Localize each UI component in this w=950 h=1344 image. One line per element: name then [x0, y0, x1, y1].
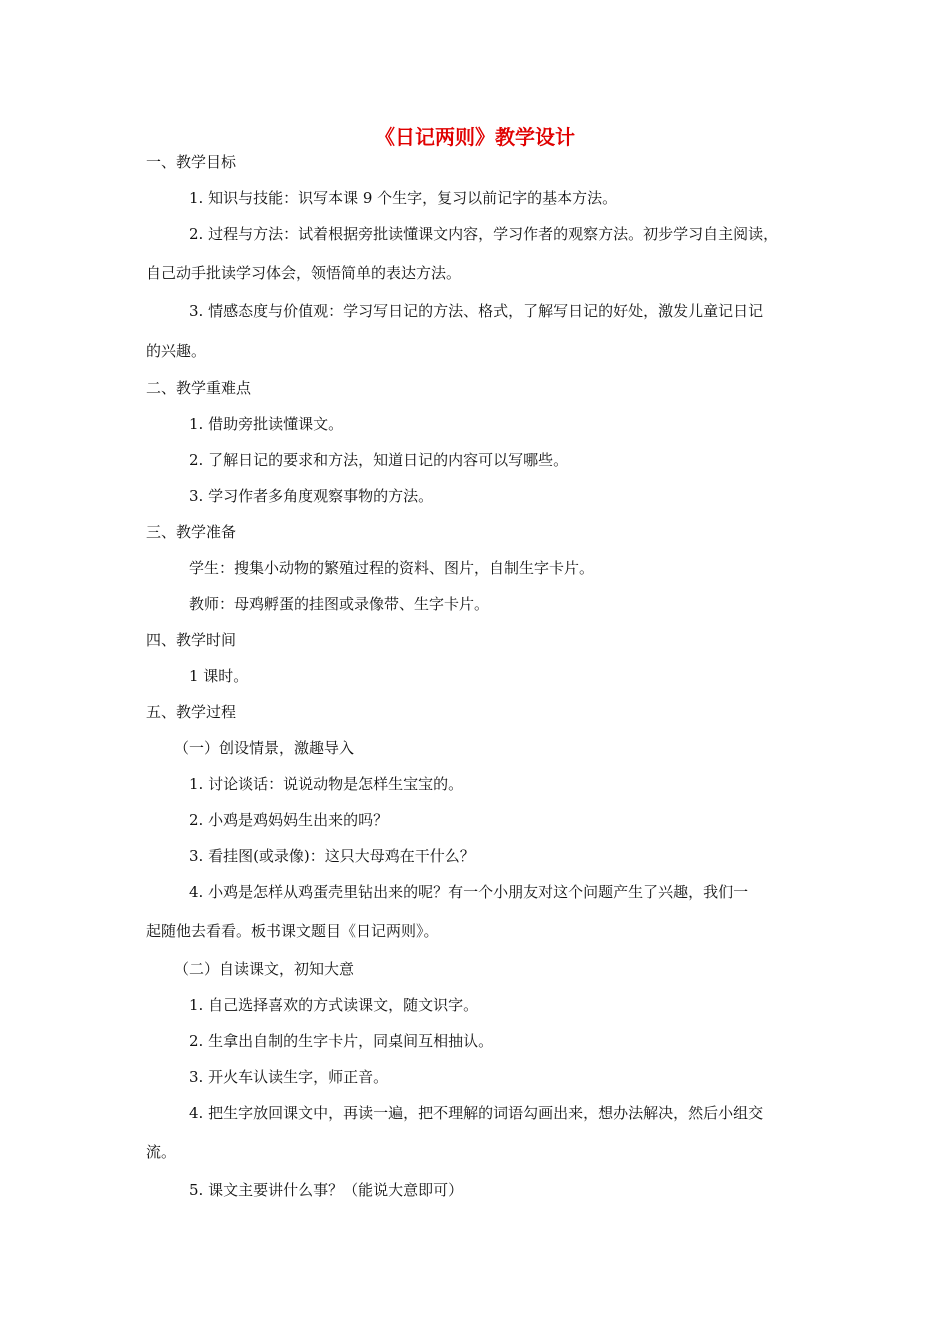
- paragraph: 学生：搜集小动物的繁殖过程的资料、图片，自制生字卡片。: [189, 559, 595, 577]
- section-heading: 二、教学重难点: [146, 379, 252, 397]
- paragraph-continuation: 的兴趣。: [146, 342, 207, 360]
- subsection-heading: （二）自读课文，初知大意: [174, 960, 355, 978]
- paragraph: 3. 开火车认读生字，师正音。: [189, 1068, 389, 1086]
- paragraph: 1 课时。: [189, 667, 249, 685]
- paragraph: 4. 把生字放回课文中，再读一遍，把不理解的词语勾画出来，想办法解决，然后小组交: [189, 1104, 764, 1122]
- paragraph-continuation: 流。: [146, 1143, 177, 1161]
- paragraph: 1. 借助旁批读懂课文。: [189, 415, 344, 433]
- paragraph: 1. 讨论谈话：说说动物是怎样生宝宝的。: [189, 775, 464, 793]
- section-heading: 五、教学过程: [146, 703, 237, 721]
- paragraph: 2. 了解日记的要求和方法，知道日记的内容可以写哪些。: [189, 451, 569, 469]
- paragraph: 1. 自己选择喜欢的方式读课文，随文识字。: [189, 996, 479, 1014]
- section-heading: 三、教学准备: [146, 523, 237, 541]
- section-heading: 四、教学时间: [146, 631, 237, 649]
- paragraph-continuation: 自己动手批读学习体会，领悟简单的表达方法。: [146, 264, 462, 282]
- paragraph: 2. 小鸡是鸡妈妈生出来的吗？: [189, 811, 389, 829]
- document-title: 《日记两则》教学设计: [375, 125, 575, 149]
- paragraph: 2. 过程与方法：试着根据旁批读懂课文内容，学习作者的观察方法。初步学习自主阅读，: [189, 225, 779, 243]
- paragraph: 3. 学习作者多角度观察事物的方法。: [189, 487, 434, 505]
- paragraph: 3. 看挂图(或录像)：这只大母鸡在干什么？: [189, 847, 475, 865]
- paragraph: 2. 生拿出自制的生字卡片，同桌间互相抽认。: [189, 1032, 494, 1050]
- paragraph-continuation: 起随他去看看。板书课文题目《日记两则》。: [146, 922, 439, 940]
- subsection-heading: （一）创设情景，激趣导入: [174, 739, 355, 757]
- paragraph: 教师：母鸡孵蛋的挂图或录像带、生字卡片。: [189, 595, 490, 613]
- paragraph: 5. 课文主要讲什么事？（能说大意即可）: [189, 1181, 464, 1199]
- paragraph: 4. 小鸡是怎样从鸡蛋壳里钻出来的呢？有一个小朋友对这个问题产生了兴趣，我们一: [189, 883, 749, 901]
- section-heading: 一、教学目标: [146, 153, 237, 171]
- paragraph: 3. 情感态度与价值观：学习写日记的方法、格式，了解写日记的好处，激发儿童记日记: [189, 302, 764, 320]
- paragraph: 1. 知识与技能：识写本课 9 个生字，复习以前记字的基本方法。: [189, 189, 618, 207]
